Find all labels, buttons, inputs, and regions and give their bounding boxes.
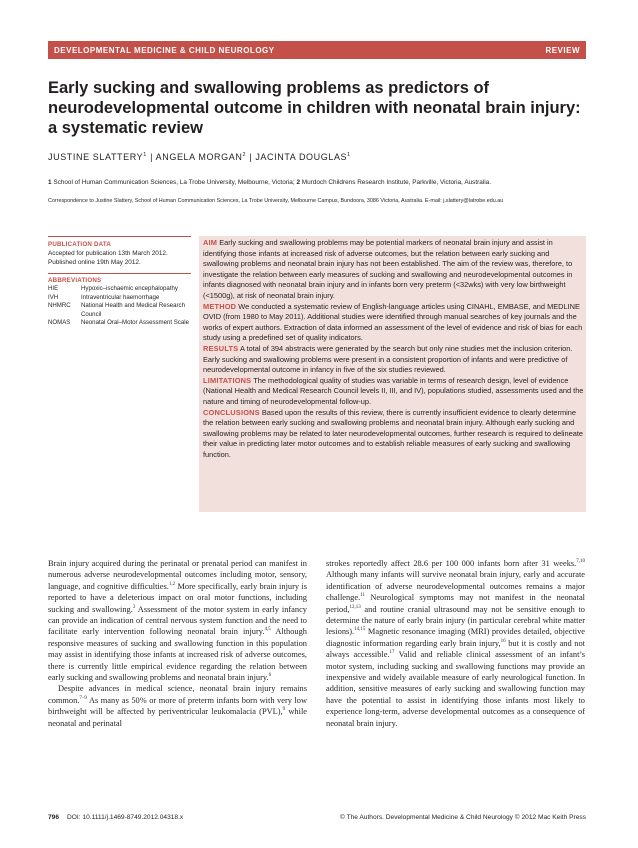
affil-number: 2 [296,179,300,186]
citation: 3 [132,604,136,610]
doi: DOI: 10.1111/j.1469-8749.2012.04318.x [67,814,184,821]
body-text: strokes reportedly affect 28.6 per 100 000 infants born after 31 weeks. [326,559,577,568]
body-paragraph [48,558,307,683]
body-paragraph [48,683,307,729]
abbreviation-row [48,294,191,303]
abstract-text: The methodological quality of studies was variable in terms of research design, level of evidence (National Health and Medical Research Council levels II, III, and IV), populations studied, assessments used and the nature and timing of neurodevelopmental follow-up. [203,375,584,406]
author-separator: | [249,152,253,162]
abstract-conclusions [203,408,586,461]
body-text: More specifically, early brain injury is reported to have a deleterious impact on oral motor functions, including sucking and swallowing. [48,581,307,614]
abbreviation: NOMAS [48,319,71,326]
affil-text: School of Human Communication Sciences, La Trobe University, Melbourne, Victoria; [53,179,295,186]
abstract-text: Based upon the results of this review, there is currently insufficient evidence to clearly determine the relation between early sucking and swallowing problems and neonatal brain injury. Although early sucking and swallowing problems may be related to later neurodevelopmental outcomes, further research is required to delineate their value in predicting later motor outcomes and to establish reliable measures of early sucking and swallowing function. [203,407,584,459]
affiliations [48,179,491,186]
abstract-box [199,236,586,512]
copyright: © The Authors. Developmental Medicine & Child Neurology © 2012 Mac Keith Press [340,814,586,821]
abstract-label: METHOD [203,301,237,311]
citation: 6 [268,673,272,679]
abstract-text: A total of 394 abstracts were generated by the search but only nine studies met the inclusion criterion. Early sucking and swallowing problems were present in a consistent proportion of infants and were predictive of neurodevelopmental outcome in infancy in five of the six studies reviewed. [203,343,573,375]
abstract-text: We conducted a systematic review of English-language articles using CINAHL, EMBASE, and MEDLINE OVID (from 1980 to May 2011). Additional studies were identified through manual searches of key journals and the works of expert authors. Extraction of data informed an assessment of the level of evidence and risk of bias for each study using a predefined set of quality indicators. [203,301,583,343]
abstract-label: AIM [203,238,218,247]
abbreviation-row [48,285,191,294]
body-text: Although many infants will survive neonatal brain injury, early and accurate identification of adverse neurodevelopmental outcomes remains a major challenge. [326,570,585,603]
abstract-aim [203,238,586,302]
article-section: REVIEW [545,45,580,55]
abbreviations-heading: ABBREVIATIONS [48,277,102,284]
author-name: JACINTA DOUGLAS [255,152,348,162]
body-text: while neonatal and perinatal [48,707,307,728]
sidebar-rule [48,236,191,237]
citation: 7–9 [79,696,87,702]
abstract-label: RESULTS [203,343,239,353]
author-name: JUSTINE SLATTERY [48,152,144,162]
affil-number: 1 [48,179,52,186]
abstract-label: LIMITATIONS [203,375,252,385]
abbreviations-rule [48,273,191,274]
body-text: Valid and reliable clinical assessment of an infant’s motor system, including sucking and swallowing functions may provide an inexpensive and widely available measure of early neurological function. In addition, sensitive measures of early sucking and swallowing function may have the potential to assist in identifying those infants most likely to experience long-term, adverse developmental outcomes as a consequence of neonatal brain injury. [326,650,585,728]
citation: 17 [389,650,395,656]
body-text: Magnetic resonance imaging (MRI) provides detailed, objective diagnostic information regarding early brain injury, [326,627,585,648]
author-separator: | [150,152,154,162]
body-text: but it is costly and not always accessible. [326,638,585,660]
body-text: Despite advances in medical science, neonatal brain injury remains common. [48,684,307,705]
body-text: and routine cranial ultrasound may not be sensitive enough to determine the nature of early brain injury (in particular cerebral white matter lesions). [326,604,585,637]
body-column-left [48,558,307,729]
citation: 9 [282,707,286,713]
author-affil-number: 2 [242,152,247,158]
abbreviation-expansion: Intraventricular haemorrhage [81,293,160,301]
abstract-method [203,302,586,344]
citation: 12,13 [349,604,361,610]
abstract-results [203,344,586,376]
body-text: As many as 50% or more of preterm infants born with very low birthweight will be affected by periventricular leukomalacia (PVL), [48,695,307,717]
author-name: ANGELA MORGAN [155,152,243,162]
author-affil-number: 1 [347,152,351,158]
journal-name: DEVELOPMENTAL MEDICINE & CHILD NEUROLOGY [54,45,275,55]
correspondence: Correspondence to Justine Slattery, School of Human Communication Sciences, La Trobe University, Melbourne Campus, Bundoora, 3086 Victoria, Australia. E-mail: j.slattery@latrobe.edu.au [48,198,504,204]
publication-date-line: Published online 19th May 2012. [48,259,141,266]
journal-header-bar [48,41,586,59]
citation: 14,15 [354,627,366,633]
author-affil-number: 1 [143,152,147,158]
body-text: Neurological symptoms may not manifest in the neonatal period, [326,593,585,614]
body-text: Assessment of the motor system in early infancy can provide an indication of central nervous system function and the need to facilitate early intervention following neonatal brain injury. [48,604,307,637]
citation: 11 [360,593,366,599]
abbreviation-expansion: Hypoxic–ischaemic encephalopathy [81,285,178,292]
abbreviations-table [48,285,191,328]
body-column-right [326,558,585,729]
abbreviation: HIE [48,285,59,292]
body-text: Brain injury acquired during the perinatal or prenatal period can manifest in numerous adverse neurodevelopmental outcomes including motor, sensory, language, and cognitive difficulties. [48,559,307,591]
citation: 1,2 [168,582,176,588]
abbreviation-row [48,319,191,328]
abbreviation-row [48,302,191,319]
abbreviation-expansion: Neonatal Oral–Motor Assessment Scale [81,319,190,326]
author-list [48,152,351,162]
page-number: 796 [48,814,60,821]
footer-left [48,814,183,821]
publication-data-heading: PUBLICATION DATA [48,241,112,248]
citation: 7,10 [576,559,585,565]
affil-text: Murdoch Childrens Research Institute, Parkville, Victoria, Australia. [301,179,491,186]
page-footer [48,814,586,821]
body-paragraph [326,558,585,729]
abbreviation: IVH [48,293,59,301]
citation: 4,5 [264,627,271,633]
body-text: Although responsive measures of sucking and swallowing function in this population may assist in identifying those infants at increased risk of adverse outcomes, there is currently little empirical evidence regarding the relation between early sucking and swallowing problems and neonatal brain injury. [48,627,307,683]
abbreviation: NHMRC [48,302,71,309]
sidebar [48,240,193,328]
abstract-label: CONCLUSIONS [203,407,260,417]
citation: 16 [500,639,506,645]
abstract-limitations [203,376,586,408]
abbreviation-expansion: National Health and Medical Research Council [81,302,185,318]
article-title: Early sucking and swallowing problems as predictors of neurodevelopmental outcome in children with neonatal brain injury: a systematic review [48,79,581,137]
publication-date-line: Accepted for publication 13th March 2012. [48,250,168,257]
abstract-text: Early sucking and swallowing problems may be potential markers of neonatal brain injury and assist in identifying those infants at increased risk of adverse outcomes, but the relation between early sucking and swallowing problems and neonatal brain injury has not been established. The aim of the review was, therefore, to investigate the relation between early measures of sucking and swallowing and neurodevelopmental outcomes in infants diagnosed with neonatal brain injury and in infants born very preterm (<32wks) with very low birthweight (<1500g), at risk of neonatal brain injury. [203,238,573,300]
